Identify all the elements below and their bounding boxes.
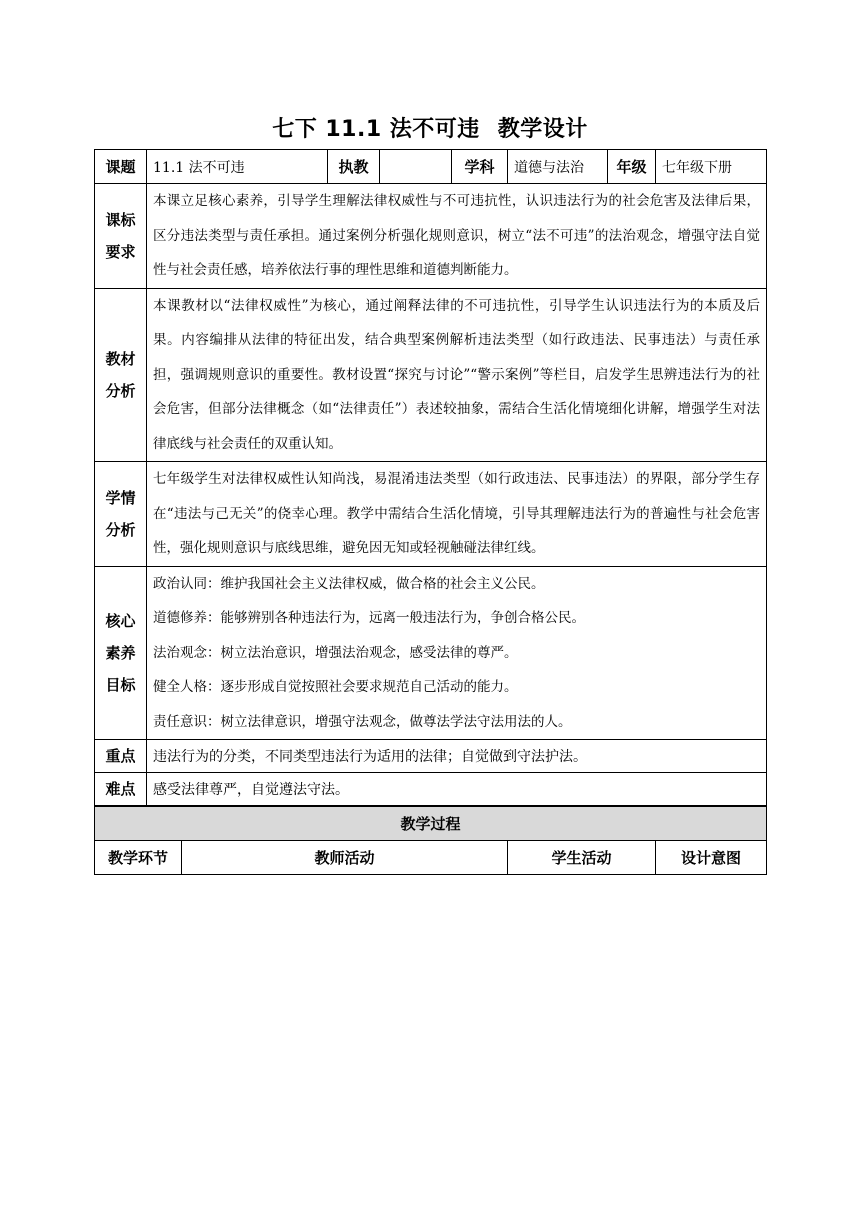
page-title (0, 112, 860, 143)
goal-item: 道德修养：能够辨别各种违法行为，远离一般违法行为，争创合格公民。 (153, 610, 585, 626)
difficulty-row (95, 773, 767, 807)
goals-label: 核心 素养 目标 (95, 566, 147, 740)
process-header-row (95, 841, 767, 875)
difficulty-label: 难点 (95, 773, 147, 807)
goals-list (147, 566, 767, 740)
textbook-row (95, 288, 767, 462)
lesson-plan-table (94, 149, 767, 875)
key-point-row (95, 740, 767, 773)
students-text: 七年级学生对法律权威性认知尚浅，易混淆违法类型（如行政违法、民事违法）的界限，部分学生存在“违法与己无关”的侥幸心理。教学中需结合生活化情境，引导其理解违法行为的普遍性与社会危害性，强化规则意识与底线思维，避免因无知或轻视触碰法律红线。 (147, 462, 767, 567)
grade-value: 七年级下册 (656, 150, 767, 184)
textbook-text: 本课教材以“法律权威性”为核心，通过阐释法律的不可违抗性，引导学生认识违法行为的本质及后果。内容编排从法律的特征出发，结合典型案例解析违法类型（如行政违法、民事违法）与责任承担，强调规则意识的重要性。教材设置“探究与讨论”“警示案例”等栏目，启发学生思辨违法行为的社会危害，但部分法律概念（如“法律责任”）表述较抽象，需结合生活化情境细化讲解，增强学生对法律底线与社会责任的双重认知。 (147, 288, 767, 462)
goal-item: 健全人格：逐步形成自觉按照社会要求规范自己活动的能力。 (153, 679, 518, 695)
title-main: 七下 11.1 法不可违 (272, 117, 480, 142)
goals-row (95, 566, 767, 740)
header-row (95, 150, 767, 184)
difficulty-text: 感受法律尊严，自觉遵法守法。 (147, 773, 767, 807)
key-point-label: 重点 (95, 740, 147, 773)
process-col-stage: 教学环节 (95, 841, 182, 875)
process-title: 教学过程 (95, 806, 767, 841)
grade-label: 年级 (608, 150, 656, 184)
goal-item: 责任意识：树立法律意识，增强守法观念，做尊法学法守法用法的人。 (153, 713, 572, 730)
goal-item: 法治观念：树立法治意识，增强法治观念，感受法律的尊严。 (153, 644, 518, 661)
course-value: 11.1 法不可违 (147, 150, 328, 184)
process-col-student: 学生活动 (508, 841, 656, 875)
process-col-intent: 设计意图 (656, 841, 767, 875)
goal-item: 政治认同：维护我国社会主义法律权威，做合格的社会主义公民。 (153, 575, 545, 592)
teacher-value (380, 150, 452, 184)
process-title-row (95, 806, 767, 841)
subject-value: 道德与法治 (508, 150, 608, 184)
process-col-teacher: 教师活动 (182, 841, 508, 875)
curriculum-row (95, 184, 767, 289)
title-sub: 教学设计 (497, 117, 588, 142)
textbook-label: 教材 分析 (95, 288, 147, 462)
subject-label: 学科 (452, 150, 508, 184)
teacher-label: 执教 (328, 150, 380, 184)
course-label: 课题 (95, 150, 147, 184)
students-row (95, 462, 767, 567)
students-label: 学情 分析 (95, 462, 147, 567)
key-point-text: 违法行为的分类，不同类型违法行为适用的法律；自觉做到守法护法。 (147, 740, 767, 773)
curriculum-label: 课标 要求 (95, 184, 147, 289)
curriculum-text: 本课立足核心素养，引导学生理解法律权威性与不可违抗性，认识违法行为的社会危害及法律后果，区分违法类型与责任承担。通过案例分析强化规则意识，树立“法不可违”的法治观念，增强守法自觉性与社会责任感，培养依法行事的理性思维和道德判断能力。 (147, 184, 767, 289)
